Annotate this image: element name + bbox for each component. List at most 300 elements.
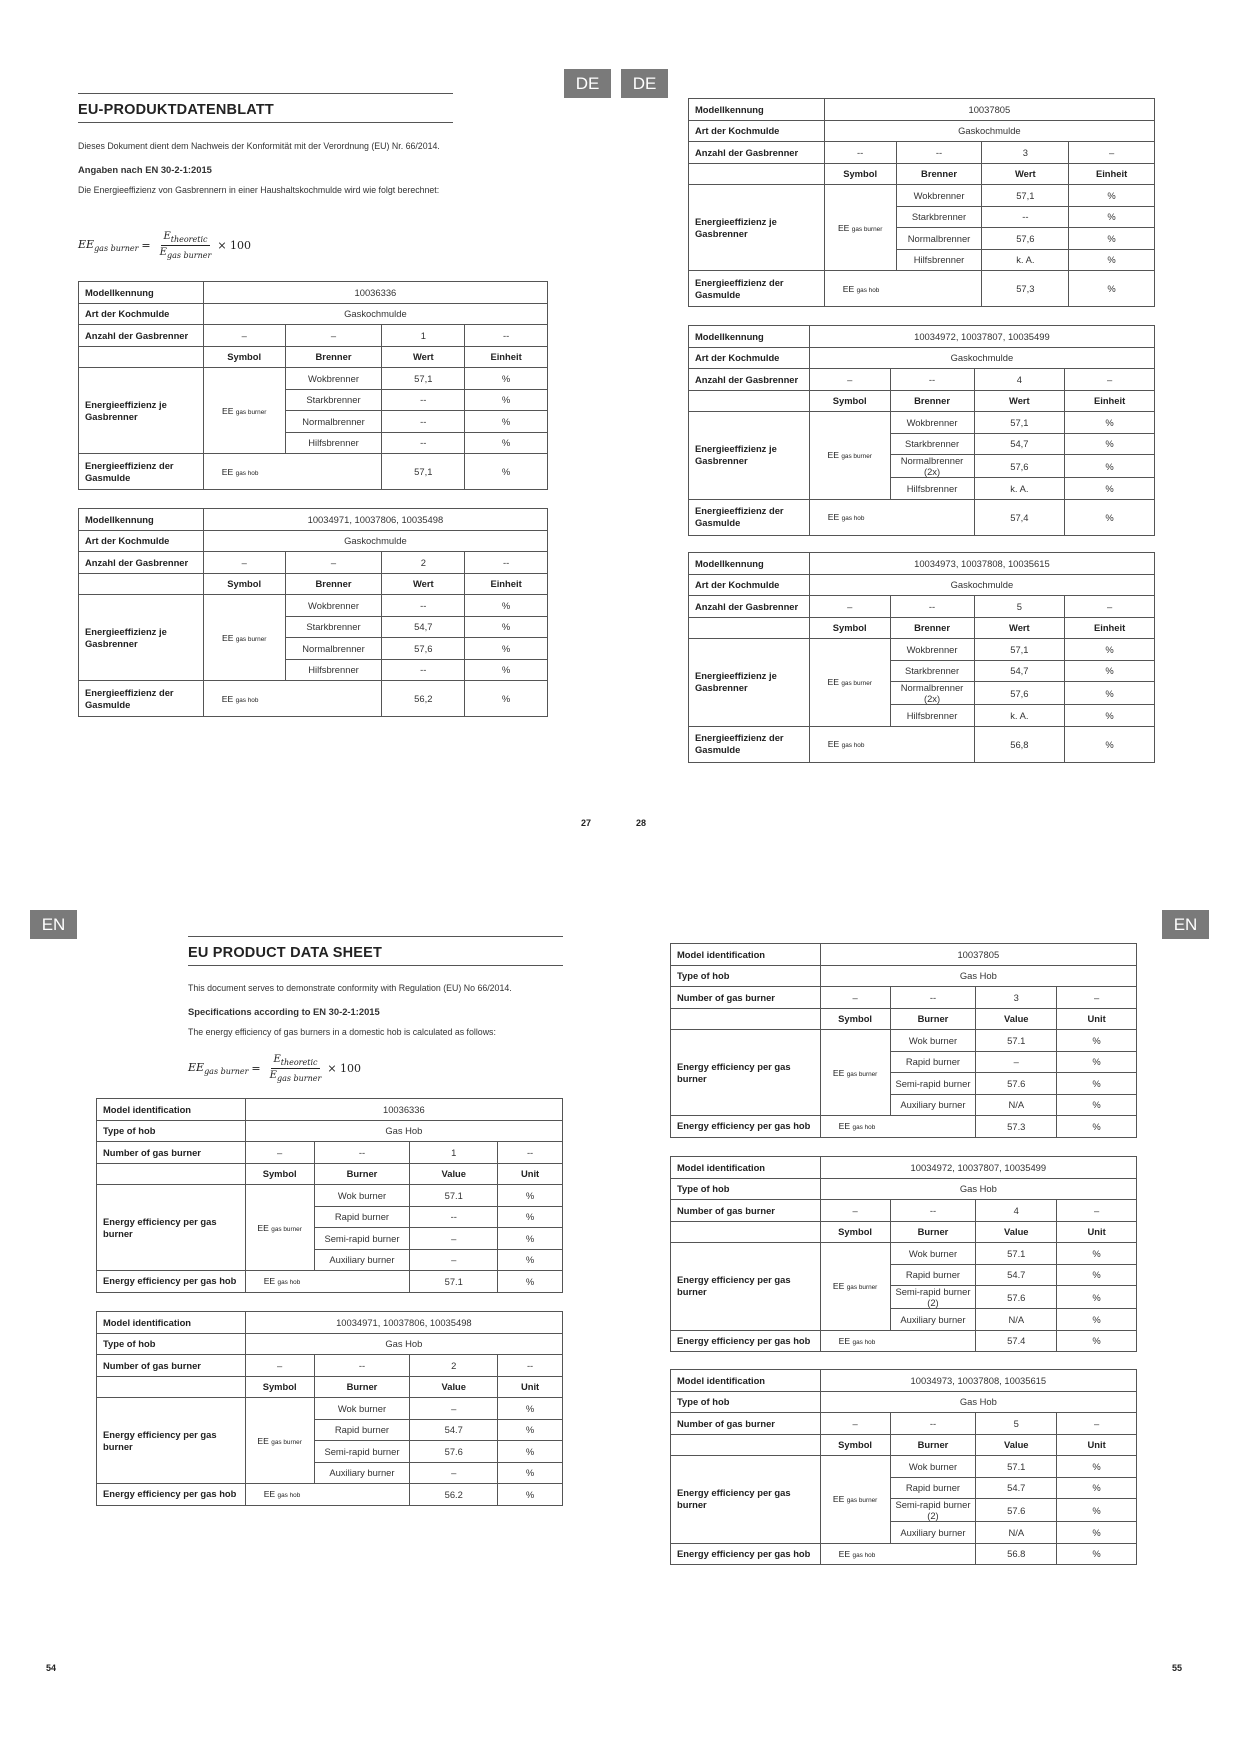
type-value: Gas Hob <box>245 1120 562 1142</box>
label-eff-burner: Energieeffizienz je Gasbrenner <box>689 412 810 500</box>
count-cell: -- <box>498 1355 563 1377</box>
header-unit: Einheit <box>465 346 548 368</box>
header-unit: Unit <box>1057 1221 1137 1243</box>
burner-unit: % <box>498 1249 563 1271</box>
row-type <box>689 347 1155 369</box>
count-cell: -- <box>314 1355 410 1377</box>
header-burner: Burner <box>890 1434 976 1456</box>
label-count: Anzahl der Gasbrenner <box>79 552 204 574</box>
page-number-55: 55 <box>1172 1663 1183 1673</box>
burner-unit: % <box>1057 1094 1137 1116</box>
burner-unit: % <box>1065 660 1155 682</box>
label-eff-burner: Energy efficiency per gas burner <box>97 1398 246 1484</box>
hob-unit: % <box>1057 1543 1137 1565</box>
burner-row <box>689 185 1155 207</box>
count-cell: – <box>1057 987 1137 1009</box>
count-cell: 4 <box>974 369 1065 391</box>
row-hob <box>79 454 548 490</box>
type-value: Gas Hob <box>820 1391 1136 1413</box>
burner-value: – <box>410 1249 498 1271</box>
row-hob <box>97 1484 563 1506</box>
row-count <box>79 325 548 347</box>
burner-unit: % <box>498 1398 563 1420</box>
hob-value: 57,1 <box>382 454 465 490</box>
burner-unit: % <box>498 1206 563 1228</box>
row-type <box>97 1120 563 1142</box>
count-cell: -- <box>890 369 974 391</box>
label-eff-burner: Energy efficiency per gas burner <box>671 1243 821 1331</box>
burner-value: 57.1 <box>976 1030 1057 1052</box>
label-eff-burner: Energieeffizienz je Gasbrenner <box>689 185 825 271</box>
burner-name: Semi-rapid burner (2) <box>890 1286 976 1309</box>
symbol-ee-burner: EE gas burner <box>203 595 285 681</box>
hob-unit: % <box>1065 499 1155 535</box>
model-value: 10036336 <box>203 282 547 304</box>
model-value: 10036336 <box>245 1099 562 1121</box>
count-cell: 2 <box>382 552 465 574</box>
label-eff-hob: Energieeffizienz der Gasmulde <box>689 726 810 762</box>
burner-name: Starkbrenner <box>285 389 382 411</box>
header-symbol: Symbol <box>820 1008 890 1030</box>
burner-name: Semi-rapid burner (2) <box>890 1499 976 1522</box>
row-model <box>79 282 548 304</box>
count-cell: -- <box>896 142 982 164</box>
count-cell: – <box>1057 1200 1137 1222</box>
label-model: Model identification <box>671 1370 821 1392</box>
burner-unit: % <box>1065 639 1155 661</box>
burner-row <box>671 1030 1137 1052</box>
burner-name: Auxiliary burner <box>314 1462 410 1484</box>
symbol-ee-hob: EE gas hob <box>245 1484 410 1506</box>
count-cell: – <box>203 552 285 574</box>
hob-value: 57.1 <box>410 1271 498 1293</box>
label-model: Model identification <box>97 1099 246 1121</box>
header-unit: Einheit <box>1065 390 1155 412</box>
hob-unit: % <box>498 1484 563 1506</box>
count-cell: – <box>1065 369 1155 391</box>
burner-name: Rapid burner <box>314 1419 410 1441</box>
burner-name: Wok burner <box>314 1398 410 1420</box>
model-value: 10034971, 10037806, 10035498 <box>245 1312 562 1334</box>
row-model <box>97 1312 563 1334</box>
header-value: Wert <box>982 163 1069 185</box>
row-model <box>689 326 1155 348</box>
burner-unit: % <box>465 638 548 660</box>
burner-value: -- <box>382 659 465 681</box>
header-value: Value <box>976 1008 1057 1030</box>
label-count: Anzahl der Gasbrenner <box>689 369 810 391</box>
header-value: Wert <box>974 617 1065 639</box>
formula-fraction: $\frac{E_{theoretic}}{E_{gas burner}}$ <box>269 1054 322 1083</box>
burner-unit: % <box>1065 433 1155 455</box>
burner-name: Auxiliary burner <box>314 1249 410 1271</box>
burner-unit: % <box>1065 682 1155 705</box>
row-hob <box>671 1543 1137 1565</box>
burner-unit: % <box>465 368 548 390</box>
label-type: Type of hob <box>97 1333 246 1355</box>
data-table-bottom-5 <box>670 1369 1137 1565</box>
burner-value: 54,7 <box>974 433 1065 455</box>
row-model <box>689 553 1155 575</box>
model-value: 10034972, 10037807, 10035499 <box>809 326 1154 348</box>
intro-text-en: This document serves to demonstrate conformity with Regulation (EU) No 66/2014. <box>188 983 512 993</box>
hob-unit: % <box>1069 271 1155 307</box>
type-value: Gaskochmulde <box>824 120 1154 142</box>
count-cell: – <box>820 1413 890 1435</box>
hob-unit: % <box>465 681 548 717</box>
burner-row <box>671 1243 1137 1265</box>
symbol-ee-burner: EE gas burner <box>245 1185 314 1271</box>
label-count: Anzahl der Gasbrenner <box>689 596 810 618</box>
row-type <box>79 530 548 552</box>
count-cell: -- <box>465 552 548 574</box>
row-hob <box>97 1271 563 1293</box>
efficiency-formula-en: $EE_{gas burner}$ = $\frac{E_{theoretic}}{E_{gas burner}}$ × 100 <box>188 1054 362 1083</box>
burner-value: N/A <box>976 1094 1057 1116</box>
burner-name: Normalbrenner (2x) <box>890 455 974 478</box>
burner-name: Starkbrenner <box>896 206 982 228</box>
label-eff-hob: Energieeffizienz der Gasmulde <box>79 681 204 717</box>
label-type: Art der Kochmulde <box>79 303 204 325</box>
burner-value: N/A <box>976 1309 1057 1331</box>
burner-name: Normalbrenner <box>285 638 382 660</box>
header-symbol: Symbol <box>245 1163 314 1185</box>
burner-name: Starkbrenner <box>890 433 974 455</box>
burner-unit: % <box>1057 1456 1137 1478</box>
burner-value: 57,6 <box>982 228 1069 250</box>
count-cell: – <box>285 325 382 347</box>
header-value: Value <box>410 1376 498 1398</box>
burner-unit: % <box>1069 185 1155 207</box>
burner-unit: % <box>1057 1499 1137 1522</box>
count-cell: – <box>820 987 890 1009</box>
row-header <box>689 390 1155 412</box>
formula-tail: × 100 <box>327 1062 362 1075</box>
count-cell: 2 <box>410 1355 498 1377</box>
label-eff-hob: Energieeffizienz der Gasmulde <box>79 454 204 490</box>
burner-value: -- <box>382 411 465 433</box>
language-tab-de-right: DE <box>621 69 668 98</box>
model-value: 10034972, 10037807, 10035499 <box>820 1157 1136 1179</box>
burner-row <box>689 412 1155 434</box>
symbol-ee-hob: EE gas hob <box>820 1116 976 1138</box>
burner-name: Hilfsbrenner <box>285 432 382 454</box>
row-hob <box>689 499 1155 535</box>
count-cell: – <box>245 1142 314 1164</box>
header-burner: Brenner <box>890 390 974 412</box>
burner-value: 57.1 <box>976 1243 1057 1265</box>
burner-name: Auxiliary burner <box>890 1094 976 1116</box>
row-count <box>689 142 1155 164</box>
burner-name: Wok burner <box>890 1456 976 1478</box>
header-burner: Brenner <box>890 617 974 639</box>
burner-name: Wokbrenner <box>896 185 982 207</box>
burner-value: 57,1 <box>974 412 1065 434</box>
hob-value: 56,8 <box>974 726 1065 762</box>
header-unit: Einheit <box>1069 163 1155 185</box>
burner-value: 54.7 <box>976 1477 1057 1499</box>
burner-name: Wok burner <box>890 1030 976 1052</box>
burner-name: Rapid burner <box>890 1051 976 1073</box>
burner-name: Wokbrenner <box>285 368 382 390</box>
header-symbol: Symbol <box>820 1221 890 1243</box>
row-type <box>671 1178 1137 1200</box>
hob-unit: % <box>465 454 548 490</box>
header-value: Wert <box>382 346 465 368</box>
header-symbol: Symbol <box>809 617 890 639</box>
burner-unit: % <box>498 1441 563 1463</box>
count-cell: 3 <box>976 987 1057 1009</box>
hob-value: 57,4 <box>974 499 1065 535</box>
label-type: Type of hob <box>671 1178 821 1200</box>
header-value: Value <box>410 1163 498 1185</box>
burner-value: 57,6 <box>382 638 465 660</box>
row-model <box>671 944 1137 966</box>
symbol-ee-hob: EE gas hob <box>820 1330 976 1352</box>
burner-value: 57,1 <box>974 639 1065 661</box>
burner-name: Auxiliary burner <box>890 1309 976 1331</box>
label-type: Art der Kochmulde <box>689 347 810 369</box>
label-count: Number of gas burner <box>671 1200 821 1222</box>
type-value: Gaskochmulde <box>809 347 1154 369</box>
burner-unit: % <box>1069 206 1155 228</box>
header-burner: Burner <box>890 1008 976 1030</box>
burner-unit: % <box>465 411 548 433</box>
count-cell: – <box>820 1200 890 1222</box>
count-cell: -- <box>824 142 896 164</box>
header-burner: Brenner <box>896 163 982 185</box>
burner-row <box>689 639 1155 661</box>
hob-value: 56.2 <box>410 1484 498 1506</box>
burner-unit: % <box>1069 228 1155 250</box>
burner-name: Starkbrenner <box>285 616 382 638</box>
burner-value: -- <box>410 1206 498 1228</box>
label-model: Model identification <box>671 944 821 966</box>
header-unit: Einheit <box>1065 617 1155 639</box>
burner-row <box>671 1456 1137 1478</box>
burner-value: 57,6 <box>974 682 1065 705</box>
hob-value: 57.3 <box>976 1116 1057 1138</box>
label-count: Number of gas burner <box>671 1413 821 1435</box>
symbol-ee-hob: EE gas hob <box>203 681 382 717</box>
row-header <box>79 346 548 368</box>
burner-unit: % <box>1065 705 1155 727</box>
burner-value: 57.1 <box>976 1456 1057 1478</box>
hob-unit: % <box>498 1271 563 1293</box>
row-header <box>97 1163 563 1185</box>
burner-name: Rapid burner <box>890 1477 976 1499</box>
row-count <box>671 987 1137 1009</box>
count-cell: -- <box>890 1200 976 1222</box>
page-number-28: 28 <box>636 818 647 828</box>
row-type <box>671 1391 1137 1413</box>
data-table-top-1 <box>78 281 548 490</box>
label-eff-burner: Energy efficiency per gas burner <box>671 1456 821 1544</box>
burner-unit: % <box>1057 1073 1137 1095</box>
count-cell: 4 <box>976 1200 1057 1222</box>
burner-value: 57.6 <box>410 1441 498 1463</box>
label-eff-burner: Energy efficiency per gas burner <box>671 1030 821 1116</box>
type-value: Gaskochmulde <box>203 303 547 325</box>
header-symbol: Symbol <box>203 346 285 368</box>
header-unit: Unit <box>498 1163 563 1185</box>
header-unit: Unit <box>498 1376 563 1398</box>
header-burner: Brenner <box>285 346 382 368</box>
efficiency-formula-de: $EE_{gas burner}$ = $\frac{E_{theoretic}}{E_{gas burner}}$ × 100 <box>78 231 252 260</box>
header-value: Value <box>976 1221 1057 1243</box>
burner-name: Semi-rapid burner <box>314 1441 410 1463</box>
label-count: Number of gas burner <box>97 1142 246 1164</box>
burner-name: Wokbrenner <box>890 412 974 434</box>
count-cell: – <box>1065 596 1155 618</box>
label-model: Modellkennung <box>79 282 204 304</box>
subheading-de: Angaben nach EN 30-2-1:2015 <box>78 164 212 175</box>
row-hob <box>79 681 548 717</box>
page-title-de: EU-PRODUKTDATENBLATT <box>78 93 453 123</box>
burner-row <box>79 368 548 390</box>
label-eff-hob: Energieeffizienz der Gasmulde <box>689 499 810 535</box>
row-model <box>671 1157 1137 1179</box>
label-model: Model identification <box>671 1157 821 1179</box>
page-number-27: 27 <box>581 818 592 828</box>
label-eff-burner: Energy efficiency per gas burner <box>97 1185 246 1271</box>
model-value: 10037805 <box>824 99 1154 121</box>
data-table-top-4 <box>688 325 1155 536</box>
count-cell: 1 <box>382 325 465 347</box>
label-eff-hob: Energieeffizienz der Gasmulde <box>689 271 825 307</box>
burner-unit: % <box>498 1185 563 1207</box>
language-tab-de-left: DE <box>564 69 611 98</box>
hob-value: 57,3 <box>982 271 1069 307</box>
count-cell: – <box>809 369 890 391</box>
burner-unit: % <box>465 595 548 617</box>
label-count: Number of gas burner <box>671 987 821 1009</box>
burner-value: -- <box>382 595 465 617</box>
burner-value: – <box>410 1462 498 1484</box>
label-type: Type of hob <box>97 1120 246 1142</box>
model-value: 10034971, 10037806, 10035498 <box>203 509 547 531</box>
row-count <box>79 552 548 574</box>
symbol-ee-hob: EE gas hob <box>824 271 982 307</box>
burner-name: Hilfsbrenner <box>896 249 982 271</box>
symbol-ee-burner: EE gas burner <box>203 368 285 454</box>
row-model <box>671 1370 1137 1392</box>
header-symbol: Symbol <box>809 390 890 412</box>
label-eff-hob: Energy efficiency per gas hob <box>671 1116 821 1138</box>
label-eff-burner: Energieeffizienz je Gasbrenner <box>79 368 204 454</box>
row-header <box>689 617 1155 639</box>
row-header <box>671 1434 1137 1456</box>
burner-value: 57,6 <box>974 455 1065 478</box>
symbol-ee-hob: EE gas hob <box>203 454 382 490</box>
label-eff-hob: Energy efficiency per gas hob <box>671 1330 821 1352</box>
symbol-ee-burner: EE gas burner <box>245 1398 314 1484</box>
label-count: Anzahl der Gasbrenner <box>79 325 204 347</box>
burner-value: k. A. <box>974 705 1065 727</box>
symbol-ee-burner: EE gas burner <box>809 639 890 727</box>
count-cell: 5 <box>976 1413 1057 1435</box>
count-cell: -- <box>498 1142 563 1164</box>
header-symbol: Symbol <box>824 163 896 185</box>
hob-value: 56,2 <box>382 681 465 717</box>
hob-unit: % <box>1057 1116 1137 1138</box>
burner-unit: % <box>1065 478 1155 500</box>
count-cell: – <box>1057 1413 1137 1435</box>
count-cell: 5 <box>974 596 1065 618</box>
label-eff-hob: Energy efficiency per gas hob <box>671 1543 821 1565</box>
burner-name: Hilfsbrenner <box>285 659 382 681</box>
header-symbol: Symbol <box>245 1376 314 1398</box>
burner-name: Rapid burner <box>314 1206 410 1228</box>
formula-lhs: $EE_{gas burner}$ <box>188 1060 249 1077</box>
label-eff-hob: Energy efficiency per gas hob <box>97 1271 246 1293</box>
burner-name: Auxiliary burner <box>890 1522 976 1544</box>
row-model <box>79 509 548 531</box>
row-header <box>79 573 548 595</box>
row-type <box>97 1333 563 1355</box>
burner-value: – <box>976 1051 1057 1073</box>
formula-lhs: $EE_{gas burner}$ <box>78 237 139 254</box>
label-type: Art der Kochmulde <box>79 530 204 552</box>
data-table-bottom-1 <box>96 1098 563 1293</box>
header-unit: Unit <box>1057 1008 1137 1030</box>
hob-value: 56.8 <box>976 1543 1057 1565</box>
count-cell: -- <box>890 596 974 618</box>
burner-name: Wokbrenner <box>890 639 974 661</box>
label-model: Modellkennung <box>689 326 810 348</box>
burner-value: 57,1 <box>982 185 1069 207</box>
formula-tail: × 100 <box>217 239 252 252</box>
burner-name: Semi-rapid burner <box>314 1228 410 1250</box>
burner-value: N/A <box>976 1522 1057 1544</box>
header-burner: Burner <box>314 1376 410 1398</box>
count-cell: – <box>809 596 890 618</box>
burner-name: Wok burner <box>314 1185 410 1207</box>
symbol-ee-burner: EE gas burner <box>809 412 890 500</box>
label-eff-burner: Energieeffizienz je Gasbrenner <box>689 639 810 727</box>
type-value: Gas Hob <box>245 1333 562 1355</box>
burner-unit: % <box>1057 1264 1137 1286</box>
header-unit: Unit <box>1057 1434 1137 1456</box>
burner-value: 57.6 <box>976 1073 1057 1095</box>
count-cell: – <box>285 552 382 574</box>
type-value: Gas Hob <box>820 1178 1136 1200</box>
row-header <box>671 1221 1137 1243</box>
row-header <box>97 1376 563 1398</box>
burner-unit: % <box>1069 249 1155 271</box>
burner-row <box>79 595 548 617</box>
row-count <box>689 369 1155 391</box>
header-value: Wert <box>382 573 465 595</box>
formula-fraction: $\frac{E_{theoretic}}{E_{gas burner}}$ <box>159 231 212 260</box>
burner-unit: % <box>465 659 548 681</box>
header-burner: Brenner <box>285 573 382 595</box>
row-hob <box>671 1116 1137 1138</box>
burner-value: k. A. <box>982 249 1069 271</box>
label-count: Number of gas burner <box>97 1355 246 1377</box>
header-value: Value <box>976 1434 1057 1456</box>
burner-value: -- <box>382 389 465 411</box>
hob-unit: % <box>1057 1330 1137 1352</box>
row-hob <box>689 726 1155 762</box>
calc-text-en: The energy efficiency of gas burners in a domestic hob is calculated as follows: <box>188 1027 496 1037</box>
row-type <box>689 574 1155 596</box>
count-cell: -- <box>890 1413 976 1435</box>
symbol-ee-hob: EE gas hob <box>809 499 974 535</box>
burner-value: -- <box>382 432 465 454</box>
burner-name: Hilfsbrenner <box>890 705 974 727</box>
symbol-ee-burner: EE gas burner <box>820 1456 890 1544</box>
